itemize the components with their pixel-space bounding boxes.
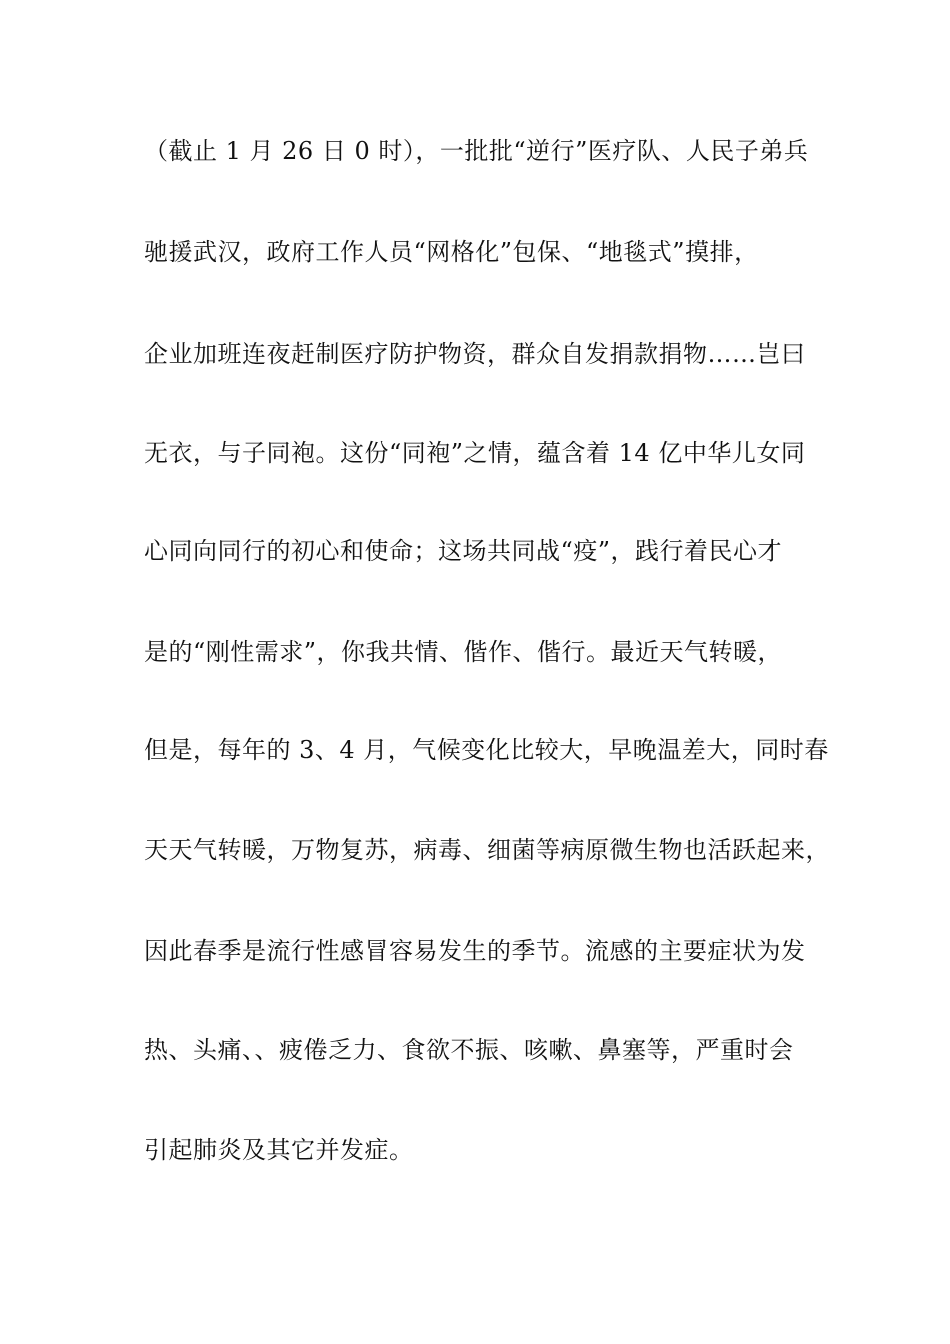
paragraph-line: 因此春季是流行性感冒容易发生的季节。流感的主要症状为发 xyxy=(144,937,806,965)
paragraph-line: 引起肺炎及其它并发症。 xyxy=(144,1136,414,1164)
paragraph-line: 无衣，与子同袍。这份“同袍”之情，蕴含着 14 亿中华儿女同 xyxy=(144,439,806,467)
paragraph-line: 但是，每年的 3、4 月，气候变化比较大，早晚温差大，同时春 xyxy=(144,736,829,764)
paragraph-line: 企业加班连夜赶制医疗防护物资，群众自发捐款捐物……岂曰 xyxy=(144,340,806,368)
paragraph-line: 是的“刚性需求”，你我共情、偕作、偕行。最近天气转暖， xyxy=(144,638,783,666)
paragraph-line: 心同向同行的初心和使命；这场共同战“疫”，践行着民心才 xyxy=(144,537,783,565)
paragraph-line: 驰援武汉，政府工作人员“网格化”包保、“地毯式”摸排， xyxy=(144,238,759,266)
paragraph-line: （截止 1 月 26 日 0 时），一批批“逆行”医疗队、人民子弟兵 xyxy=(144,137,809,165)
paragraph-line: 天天气转暖，万物复苏，病毒、细菌等病原微生物也活跃起来， xyxy=(144,836,830,864)
paragraph-line: 热、头痛、、疲倦乏力、食欲不振、咳嗽、鼻塞等，严重时会 xyxy=(144,1036,794,1064)
